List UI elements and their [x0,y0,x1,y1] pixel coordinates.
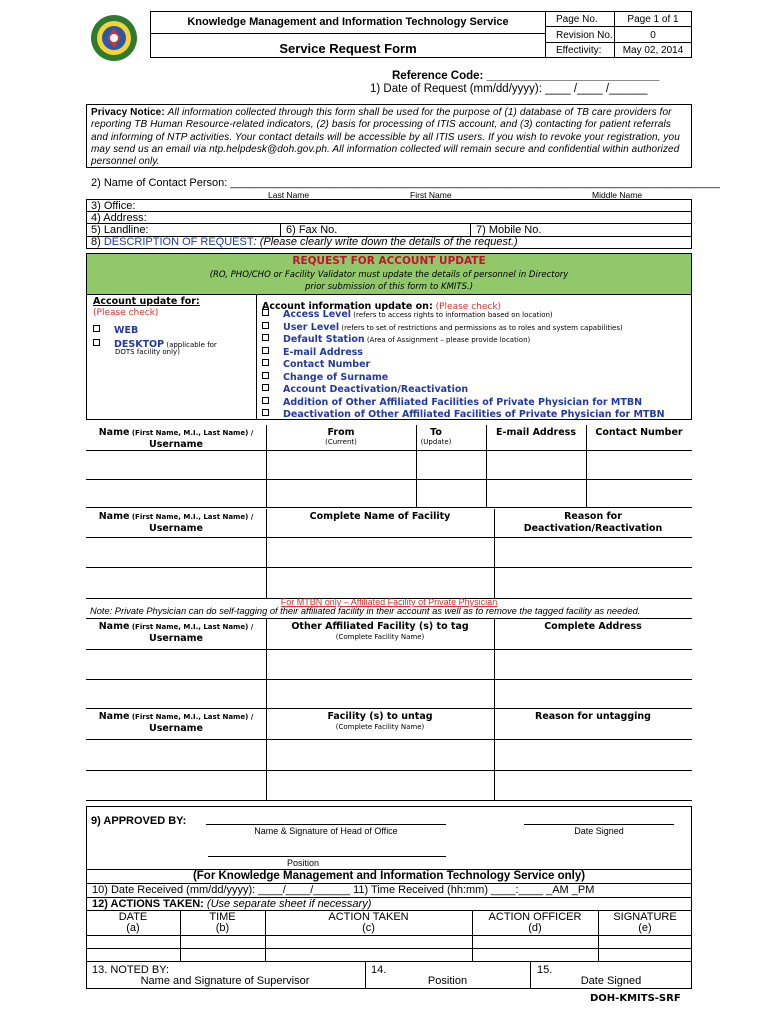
account-info-item[interactable] [262,357,690,370]
rev-value: 0 [650,30,656,41]
date-signed-caption: Date Signed [574,826,624,836]
privacy-label: Privacy Notice: [91,107,165,118]
col-date-sub: (a) [126,922,140,934]
account-update-title: REQUEST FOR ACCOUNT UPDATE [292,255,486,267]
facility-col-header: Complete Name of Facility [309,511,451,522]
page-label: Page No. [556,14,598,25]
checkbox-icon[interactable] [262,397,269,404]
username-col-header: Username [148,723,203,734]
item-label: Default Station [283,334,365,345]
col-action-officer-sub: (d) [528,922,542,934]
head-signature-caption: Name & Signature of Head of Office [254,826,398,836]
kmits-title: (For Knowledge Management and Information Technology Service only) [192,870,586,882]
date-signed-line[interactable] [524,824,674,825]
office-field[interactable]: 3) Office: [91,200,136,212]
rev-label: Revision No. [556,30,613,41]
checkbox-icon[interactable] [262,322,269,329]
item-label: Access Level [283,309,352,320]
col-time-sub: (b) [215,922,230,934]
date-time-received[interactable]: 10) Date Received (mm/dd/yyyy): ____/____/______ 11) Time Received (hh:mm) ____:____ _AM _PM [92,884,595,896]
approved-by-label: 9) APPROVED BY: [91,815,187,827]
account-info-list [262,307,690,420]
item-label: User Level [283,321,340,333]
account-info-item[interactable] [262,307,690,320]
item-label: Addition of Other Affiliated Facilities of Private Physician for MTBN [283,396,643,408]
eff-label-cell [545,42,615,58]
contact-col-header: Contact Number [595,427,683,438]
eff-value: May 02, 2014 [622,45,684,56]
org-name: Knowledge Management and Information Technology Service [187,16,509,28]
col-signature: SIGNATURE [613,911,677,923]
desktop-note: (applicable for [164,341,217,349]
col-signature-sub: (e) [638,922,652,934]
supervisor-signature-caption: Name and Signature of Supervisor [140,975,310,987]
name-sub: (First Name, M.I., Last Name) / [129,713,254,721]
doh-seal-logo [90,14,138,62]
first-name-caption: First Name [410,190,452,200]
checkbox-icon[interactable] [262,334,269,341]
checkbox-icon[interactable] [262,372,269,379]
privacy-text: All information collected through this form shall be used for the purpose of (1) database of TB care providers for reporting TB Human Resource-related indicators, (2) basis for processing of ITIS account, and (3) contacting for patient referrals and informing of NTP activities. Your contact details will be accessible by all ITIS users. If you wish to revoke your registration, you may send us an email via ntp.helpdesk@doh.gov.ph. All information collected will remain secure and confidential within authorized personnel only. [91,107,680,168]
web-label: WEB [114,325,139,336]
col-time: TIME [209,911,236,923]
username-col-header: Username [148,439,203,450]
item-14: 14. [371,964,387,976]
username-col-header: Username [148,523,203,534]
untag-sub: (Complete Facility Name) [335,723,425,731]
item-label: E-mail Address [283,346,363,358]
untag-reason-col-header: Reason for untagging [535,711,651,722]
position-caption: Position [286,858,320,868]
checkbox-icon[interactable] [262,347,269,354]
account-info-item[interactable] [262,370,690,383]
form-code: DOH-KMITS-SRF [590,993,681,1004]
web-checkbox[interactable] [93,325,100,332]
rev-label-cell [545,26,615,43]
email-col-header: E-mail Address [496,427,576,438]
address-col-header: Complete Address [544,621,642,632]
name-col-header [86,427,266,438]
account-update-for-check: (Please check) [93,308,159,318]
fax-field[interactable]: 6) Fax No. [286,224,338,236]
description-of-request[interactable] [91,236,518,248]
last-name-caption: Last Name [268,190,310,200]
position-label: Position [427,975,468,987]
mobile-field[interactable]: 7) Mobile No. [476,224,542,236]
page-label-cell [545,11,615,27]
name-sub: (First Name, M.I., Last Name) / [129,623,254,631]
account-update-subtitle-2: prior submission of this form to KMITS.) [304,282,474,292]
item-note: (Area of Assignment – please provide location) [364,336,531,344]
actions-label: 12) ACTIONS TAKEN: [92,898,204,910]
desc-note: : (Please clearly write down the details of the request.) [253,236,518,248]
reference-code[interactable]: Reference Code: ___________________________ [392,70,660,82]
mtbn-title: For MTBN only – Affiliated Facility of Private Physician [280,597,498,607]
header-title-cell [150,11,546,34]
name-col-header [86,711,266,722]
untag-col-header: Facility (s) to untag [327,711,433,722]
middle-name-caption: Middle Name [592,190,643,200]
landline-field[interactable]: 5) Landline: [91,224,149,236]
position-line[interactable] [208,856,446,857]
contact-person-label[interactable]: 2) Name of Contact Person: ________________________________________________________________________________ [91,177,720,189]
tag-sub: (Complete Facility Name) [335,633,425,641]
facility-tag-table [86,618,692,708]
actions-taken-header [92,898,371,910]
to-col-header: To [430,427,442,438]
rev-value-cell [614,26,692,43]
account-info-item[interactable] [262,320,690,333]
account-info-item[interactable] [262,407,690,420]
desc-label: DESCRIPTION OF REQUEST [103,236,254,248]
reason-col-header-2: Deactivation/Reactivation [523,523,663,534]
facility-untag-table [86,709,692,801]
checkbox-icon[interactable] [262,359,269,366]
account-info-item[interactable] [262,345,690,358]
account-info-check: (Please check) [432,302,502,312]
username-col-header: Username [148,633,203,644]
name-sub: (First Name, M.I., Last Name) / [129,513,254,521]
noted-by-label: 13. NOTED BY: [92,964,170,976]
checkbox-icon[interactable] [262,384,269,391]
date-signed-label: Date Signed [580,975,642,987]
name-text: Name [98,711,130,722]
eff-label: Effectivity: [556,45,602,56]
account-info-label: Account information update on: [262,301,433,312]
address-field[interactable]: 4) Address: [91,212,147,224]
account-info-item[interactable] [262,382,690,395]
item-15: 15. [537,964,553,976]
date-of-request[interactable]: 1) Date of Request (mm/dd/yyyy): ____ /____ /______ [370,83,648,95]
desktop-note-2: DOTS facility only) [115,348,180,356]
privacy-notice-box [86,104,692,168]
desktop-label: DESKTOP [114,339,165,350]
name-sub: (First Name, M.I., Last Name) / [129,429,254,437]
from-sub: (Current) [325,438,357,446]
form-title: Service Request Form [279,41,417,56]
col-action-taken-sub: (c) [362,922,375,934]
item-label: Deactivation of Other Affiliated Facilities of Private Physician for MTBN [283,409,665,420]
col-date: DATE [118,911,148,923]
item-note: (refers to set of restrictions and permissions as to roles and system capabilities) [339,323,623,332]
account-update-for-label: Account update for: [93,296,200,307]
page-value: Page 1 of 1 [627,14,679,25]
account-info-item[interactable] [262,395,690,408]
name-text: Name [98,511,130,522]
account-info-item[interactable] [262,332,690,345]
desc-num: 8) [91,236,101,248]
desktop-checkbox[interactable] [93,339,100,346]
name-text: Name [98,621,130,632]
item-label: Account Deactivation/Reactivation [283,384,469,395]
col-action-officer: ACTION OFFICER [488,911,582,923]
checkbox-icon[interactable] [262,309,269,316]
name-col-header [86,511,266,522]
header-form-cell [150,33,546,58]
reason-col-header: Reason for [564,511,622,522]
account-update-subtitle-1: (RO, PHO/CHO or Facility Validator must update the details of personnel in Directory [209,270,569,280]
col-action-taken: ACTION TAKEN [328,911,409,923]
update-details-table [86,425,692,508]
item-label: Change of Surname [283,371,389,383]
mtbn-note: Note: Private Physician can do self-tagging of their affiliated facility in their account as well as to remove the tagged facility as needed. [90,606,641,616]
actions-note: (Use separate sheet if necessary) [203,898,372,910]
page-value-cell [614,11,692,27]
eff-value-cell [614,42,692,58]
item-label: Contact Number [283,359,371,370]
from-col-header: From [327,427,355,438]
item-note: (refers to access rights to information based on location) [351,311,553,319]
facility-deactivation-table [86,509,692,599]
to-sub: (Update) [420,438,452,446]
head-signature-line[interactable] [206,824,446,825]
name-col-header [86,621,266,632]
name-text: Name [98,427,130,438]
checkbox-icon[interactable] [262,409,269,416]
tag-col-header: Other Affiliated Facility (s) to tag [291,621,469,632]
